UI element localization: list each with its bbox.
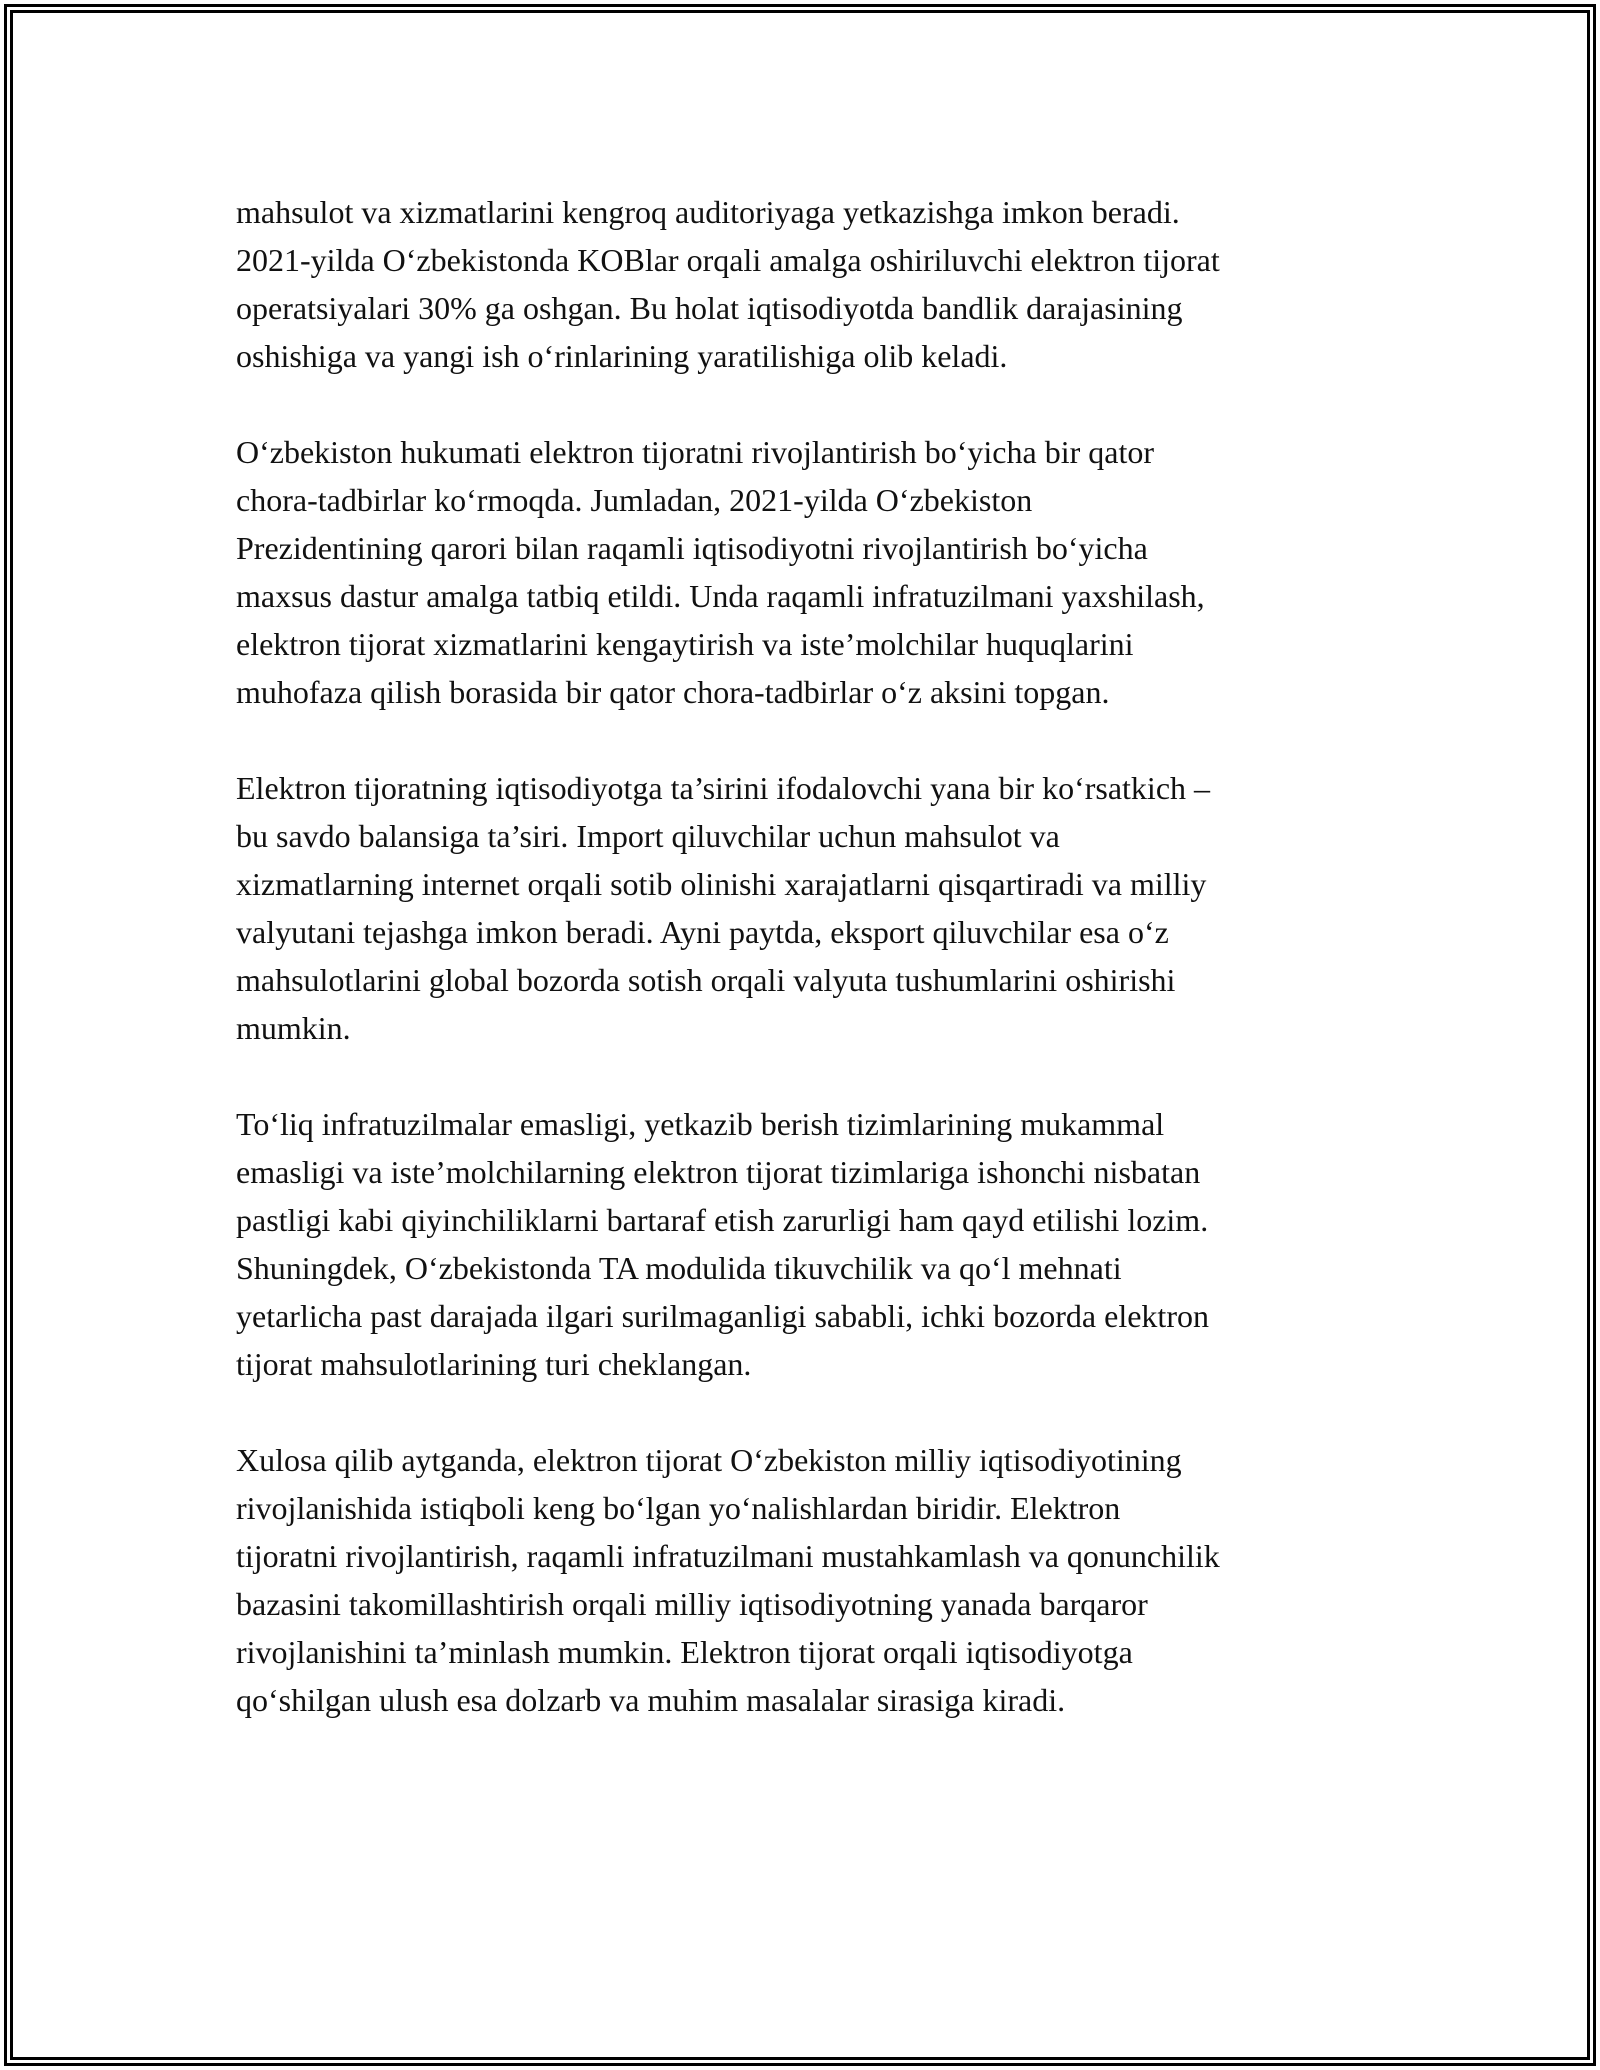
paragraph-5 bbox=[236, 1436, 1386, 1724]
text-line: pastligi kabi qiyinchiliklarni bartaraf etish zarurligi ham qayd etilishi lozim. bbox=[236, 1202, 1209, 1238]
text-line: elektron tijorat xizmatlarini kengaytirish va iste’molchilar huquqlarini bbox=[236, 626, 1134, 662]
text-line: bazasini takomillashtirish orqali milliy iqtisodiyotning yanada barqaror bbox=[236, 1586, 1148, 1622]
text-line: bu savdo balansiga ta’siri. Import qiluvchilar uchun mahsulot va bbox=[236, 818, 1060, 854]
text-line: qo‘shilgan ulush esa dolzarb va muhim masalalar sirasiga kiradi. bbox=[236, 1682, 1066, 1718]
text-line: Elektron tijoratning iqtisodiyotga ta’sirini ifodalovchi yana bir ko‘rsatkich – bbox=[236, 770, 1211, 806]
text-line: maxsus dastur amalga tatbiq etildi. Unda raqamli infratuzilmani yaxshilash, bbox=[236, 578, 1205, 614]
text-line: mumkin. bbox=[236, 1010, 351, 1046]
text-line: tijorat mahsulotlarining turi cheklangan. bbox=[236, 1346, 752, 1382]
text-line: xizmatlarning internet orqali sotib olinishi xarajatlarni qisqartiradi va milliy bbox=[236, 866, 1207, 902]
text-line: operatsiyalari 30% ga oshgan. Bu holat iqtisodiyotda bandlik darajasining bbox=[236, 290, 1183, 326]
text-line: oshishiga va yangi ish o‘rinlarining yaratilishiga olib keladi. bbox=[236, 338, 1008, 374]
text-line: chora-tadbirlar ko‘rmoqda. Jumladan, 2021-yilda O‘zbekiston bbox=[236, 482, 1033, 518]
text-line: O‘zbekiston hukumati elektron tijoratni rivojlantirish bo‘yicha bir qator bbox=[236, 434, 1154, 470]
text-line: Prezidentining qarori bilan raqamli iqtisodiyotni rivojlantirish bo‘yicha bbox=[236, 530, 1148, 566]
text-line: rivojlanishini ta’minlash mumkin. Elektron tijorat orqali iqtisodiyotga bbox=[236, 1634, 1133, 1670]
text-line: rivojlanishida istiqboli keng bo‘lgan yo‘nalishlardan biridir. Elektron bbox=[236, 1490, 1121, 1526]
text-line: Xulosa qilib aytganda, elektron tijorat O‘zbekiston milliy iqtisodiyotining bbox=[236, 1442, 1182, 1478]
text-line: emasligi va iste’molchilarning elektron tijorat tizimlariga ishonchi nisbatan bbox=[236, 1154, 1201, 1190]
text-line: mahsulot va xizmatlarini kengroq auditoriyaga yetkazishga imkon beradi. bbox=[236, 194, 1180, 230]
document-body bbox=[236, 188, 1386, 1772]
paragraph-2 bbox=[236, 428, 1386, 716]
paragraph-1 bbox=[236, 188, 1386, 380]
text-line: valyutani tejashga imkon beradi. Ayni paytda, eksport qiluvchilar esa o‘z bbox=[236, 914, 1169, 950]
text-line: mahsulotlarini global bozorda sotish orqali valyuta tushumlarini oshirishi bbox=[236, 962, 1176, 998]
paragraph-3 bbox=[236, 764, 1386, 1052]
text-line: muhofaza qilish borasida bir qator chora-tadbirlar o‘z aksini topgan. bbox=[236, 674, 1110, 710]
text-line: tijoratni rivojlantirish, raqamli infratuzilmani mustahkamlash va qonunchilik bbox=[236, 1538, 1220, 1574]
text-line: yetarlicha past darajada ilgari surilmaganligi sababli, ichki bozorda elektron bbox=[236, 1298, 1209, 1334]
text-line: To‘liq infratuzilmalar emasligi, yetkazib berish tizimlarining mukammal bbox=[236, 1106, 1165, 1142]
paragraph-4 bbox=[236, 1100, 1386, 1388]
text-line: Shuningdek, O‘zbekistonda TA modulida tikuvchilik va qo‘l mehnati bbox=[236, 1250, 1122, 1286]
text-line: 2021-yilda O‘zbekistonda KOBlar orqali amalga oshiriluvchi elektron tijorat bbox=[236, 242, 1220, 278]
